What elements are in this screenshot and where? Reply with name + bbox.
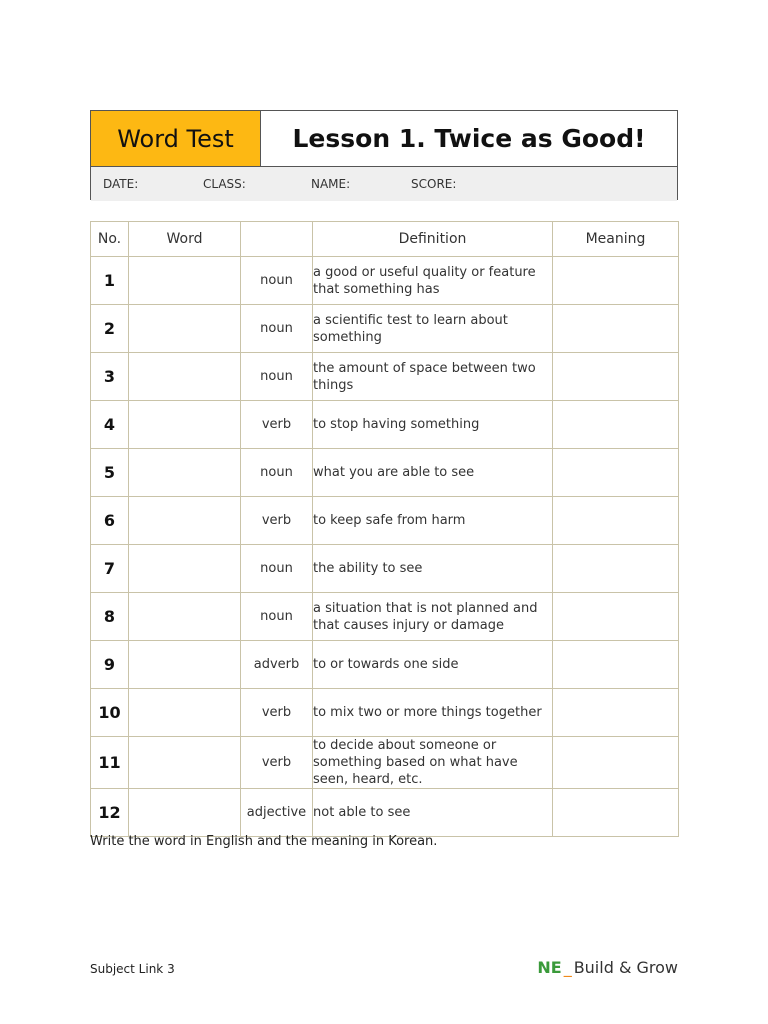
table-row: [91, 449, 679, 497]
table-row: [91, 641, 679, 689]
definition: to or towards one side: [313, 641, 553, 689]
part-of-speech: adjective: [241, 789, 313, 837]
name-label: NAME:: [311, 177, 351, 191]
meaning-answer-cell[interactable]: [553, 401, 679, 449]
meaning-answer-cell[interactable]: [553, 449, 679, 497]
definition: the amount of space between two things: [313, 353, 553, 401]
table-row: [91, 689, 679, 737]
table-row: [91, 737, 679, 789]
word-answer-cell[interactable]: [129, 401, 241, 449]
word-answer-cell[interactable]: [129, 257, 241, 305]
class-label: CLASS:: [203, 177, 246, 191]
word-answer-cell[interactable]: [129, 789, 241, 837]
definition: a good or useful quality or feature that something has: [313, 257, 553, 305]
definition: to decide about someone or something based on what have seen, heard, etc.: [313, 737, 553, 789]
row-number: 2: [91, 305, 129, 353]
part-of-speech: verb: [241, 497, 313, 545]
part-of-speech: noun: [241, 593, 313, 641]
part-of-speech: noun: [241, 257, 313, 305]
col-word: Word: [129, 222, 241, 257]
lesson-title: Lesson 1. Twice as Good!: [292, 124, 646, 153]
part-of-speech: verb: [241, 401, 313, 449]
definition: to keep safe from harm: [313, 497, 553, 545]
word-answer-cell[interactable]: [129, 545, 241, 593]
logo-separator: _: [563, 958, 572, 977]
table-row: [91, 401, 679, 449]
subject-label: Subject Link 3: [90, 962, 175, 976]
table-row: [91, 593, 679, 641]
word-answer-cell[interactable]: [129, 353, 241, 401]
row-number: 7: [91, 545, 129, 593]
meaning-answer-cell[interactable]: [553, 545, 679, 593]
score-label: SCORE:: [411, 177, 457, 191]
part-of-speech: noun: [241, 353, 313, 401]
meaning-answer-cell[interactable]: [553, 641, 679, 689]
row-number: 11: [91, 737, 129, 789]
word-table: [90, 221, 679, 837]
table-row: [91, 789, 679, 837]
definition: not able to see: [313, 789, 553, 837]
definition: to stop having something: [313, 401, 553, 449]
meaning-answer-cell[interactable]: [553, 737, 679, 789]
part-of-speech: noun: [241, 305, 313, 353]
worksheet-header: [90, 110, 678, 200]
row-number: 6: [91, 497, 129, 545]
table-row: [91, 353, 679, 401]
meaning-answer-cell[interactable]: [553, 689, 679, 737]
meaning-answer-cell[interactable]: [553, 789, 679, 837]
col-meaning: Meaning: [553, 222, 679, 257]
word-answer-cell[interactable]: [129, 689, 241, 737]
meaning-answer-cell[interactable]: [553, 257, 679, 305]
definition: a situation that is not planned and that causes injury or damage: [313, 593, 553, 641]
word-answer-cell[interactable]: [129, 305, 241, 353]
col-definition: Definition: [313, 222, 553, 257]
row-number: 3: [91, 353, 129, 401]
col-pos: [241, 222, 313, 257]
instruction-text: Write the word in English and the meaning in Korean.: [90, 834, 438, 849]
col-no: No.: [91, 222, 129, 257]
table-row: [91, 497, 679, 545]
table-row: [91, 545, 679, 593]
row-number: 10: [91, 689, 129, 737]
meaning-answer-cell[interactable]: [553, 497, 679, 545]
logo-ne: NE: [537, 958, 562, 977]
word-answer-cell[interactable]: [129, 737, 241, 789]
row-number: 12: [91, 789, 129, 837]
title-row: [91, 111, 677, 167]
word-answer-cell[interactable]: [129, 641, 241, 689]
ne-logo: [537, 958, 678, 977]
info-row: [91, 167, 677, 201]
row-number: 8: [91, 593, 129, 641]
table-row: [91, 305, 679, 353]
row-number: 4: [91, 401, 129, 449]
date-label: DATE:: [103, 177, 139, 191]
part-of-speech: verb: [241, 689, 313, 737]
definition: to mix two or more things together: [313, 689, 553, 737]
part-of-speech: verb: [241, 737, 313, 789]
row-number: 5: [91, 449, 129, 497]
meaning-answer-cell[interactable]: [553, 305, 679, 353]
part-of-speech: noun: [241, 449, 313, 497]
word-answer-cell[interactable]: [129, 497, 241, 545]
part-of-speech: noun: [241, 545, 313, 593]
word-answer-cell[interactable]: [129, 449, 241, 497]
meaning-answer-cell[interactable]: [553, 593, 679, 641]
meaning-answer-cell[interactable]: [553, 353, 679, 401]
word-answer-cell[interactable]: [129, 593, 241, 641]
definition: what you are able to see: [313, 449, 553, 497]
row-number: 1: [91, 257, 129, 305]
part-of-speech: adverb: [241, 641, 313, 689]
word-test-badge: Word Test: [91, 111, 261, 166]
row-number: 9: [91, 641, 129, 689]
logo-text: Build & Grow: [573, 958, 678, 977]
table-row: [91, 257, 679, 305]
definition: a scientific test to learn about something: [313, 305, 553, 353]
table-header-row: [91, 222, 679, 257]
definition: the ability to see: [313, 545, 553, 593]
